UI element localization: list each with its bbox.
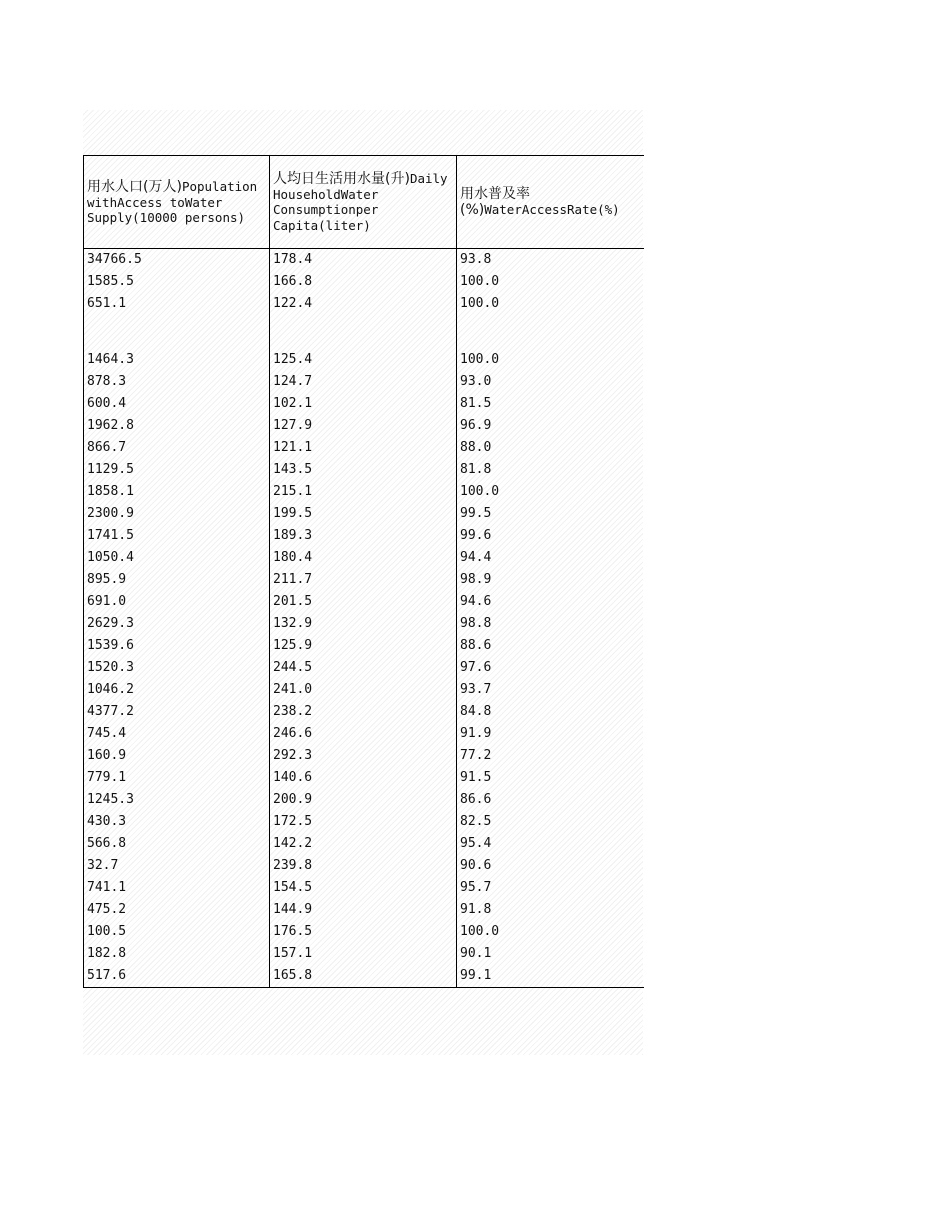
cell-population: 1585.5: [84, 271, 270, 293]
cell-access-rate: 86.6: [457, 789, 644, 811]
cell-access-rate: 81.8: [457, 459, 644, 481]
cell-access-rate: [457, 315, 644, 349]
header-daily-consumption: [270, 156, 457, 249]
cell-access-rate: 77.2: [457, 745, 644, 767]
cell-access-rate: 82.5: [457, 811, 644, 833]
table-row: [84, 789, 644, 811]
cell-daily-consumption: 172.5: [270, 811, 457, 833]
table-row: [84, 415, 644, 437]
cell-access-rate: 93.0: [457, 371, 644, 393]
table-row: [84, 249, 644, 272]
cell-daily-consumption: 180.4: [270, 547, 457, 569]
cell-daily-consumption: 121.1: [270, 437, 457, 459]
header-population-en: Population withAccess toWater Supply(10000 persons): [87, 178, 258, 225]
cell-daily-consumption: 189.3: [270, 525, 457, 547]
cell-population: 475.2: [84, 899, 270, 921]
table-row: [84, 371, 644, 393]
cell-population: 2300.9: [84, 503, 270, 525]
cell-daily-consumption: 165.8: [270, 965, 457, 988]
cell-daily-consumption: 244.5: [270, 657, 457, 679]
cell-population: 1520.3: [84, 657, 270, 679]
cell-population: 866.7: [84, 437, 270, 459]
header-access-rate-en: WaterAccessRate(%): [484, 202, 620, 217]
table-row: [84, 293, 644, 315]
cell-access-rate: 100.0: [457, 271, 644, 293]
cell-daily-consumption: 238.2: [270, 701, 457, 723]
cell-daily-consumption: 132.9: [270, 613, 457, 635]
cell-access-rate: 100.0: [457, 481, 644, 503]
header-population-zh: 用水人口(万人): [87, 178, 182, 195]
header-daily-consumption-en: Daily HouseholdWater Consumptionper Capita(liter): [273, 170, 448, 233]
cell-daily-consumption: 154.5: [270, 877, 457, 899]
cell-access-rate: 98.9: [457, 569, 644, 591]
table-row: [84, 679, 644, 701]
cell-access-rate: 94.6: [457, 591, 644, 613]
header-row: [84, 156, 644, 249]
table-row: [84, 349, 644, 371]
cell-population: 4377.2: [84, 701, 270, 723]
cell-population: 2629.3: [84, 613, 270, 635]
header-access-rate: [457, 156, 644, 249]
cell-daily-consumption: 143.5: [270, 459, 457, 481]
table-row: [84, 833, 644, 855]
cell-population: 878.3: [84, 371, 270, 393]
table-row: [84, 745, 644, 767]
cell-daily-consumption: 241.0: [270, 679, 457, 701]
cell-access-rate: 98.8: [457, 613, 644, 635]
cell-daily-consumption: 144.9: [270, 899, 457, 921]
cell-access-rate: 99.6: [457, 525, 644, 547]
cell-access-rate: 81.5: [457, 393, 644, 415]
table-row: [84, 481, 644, 503]
table-row: [84, 315, 644, 349]
table-row: [84, 877, 644, 899]
cell-population: 182.8: [84, 943, 270, 965]
table-row: [84, 657, 644, 679]
table-row: [84, 635, 644, 657]
table-row: [84, 921, 644, 943]
table-row: [84, 547, 644, 569]
table-row: [84, 437, 644, 459]
table-row: [84, 701, 644, 723]
cell-population: 741.1: [84, 877, 270, 899]
table-row: [84, 855, 644, 877]
table-header: [84, 156, 644, 249]
cell-access-rate: 94.4: [457, 547, 644, 569]
cell-access-rate: 95.4: [457, 833, 644, 855]
cell-population: 566.8: [84, 833, 270, 855]
table-row: [84, 459, 644, 481]
cell-daily-consumption: 199.5: [270, 503, 457, 525]
cell-population: 32.7: [84, 855, 270, 877]
table-row: [84, 723, 644, 745]
table-row: [84, 965, 644, 988]
cell-population: 1046.2: [84, 679, 270, 701]
cell-population: 651.1: [84, 293, 270, 315]
cell-daily-consumption: 125.4: [270, 349, 457, 371]
cell-daily-consumption: 178.4: [270, 249, 457, 272]
cell-daily-consumption: 157.1: [270, 943, 457, 965]
table-row: [84, 525, 644, 547]
table-row: [84, 591, 644, 613]
cell-population: 691.0: [84, 591, 270, 613]
cell-daily-consumption: 246.6: [270, 723, 457, 745]
table-row: [84, 271, 644, 293]
cell-population: 745.4: [84, 723, 270, 745]
cell-daily-consumption: [270, 315, 457, 349]
cell-daily-consumption: 127.9: [270, 415, 457, 437]
cell-access-rate: 91.8: [457, 899, 644, 921]
cell-daily-consumption: 176.5: [270, 921, 457, 943]
cell-population: 34766.5: [84, 249, 270, 272]
cell-population: 160.9: [84, 745, 270, 767]
cell-population: 1741.5: [84, 525, 270, 547]
cell-access-rate: 91.5: [457, 767, 644, 789]
cell-population: 600.4: [84, 393, 270, 415]
table-body: [84, 249, 644, 988]
cell-access-rate: 90.1: [457, 943, 644, 965]
cell-access-rate: 90.6: [457, 855, 644, 877]
cell-population: 1464.3: [84, 349, 270, 371]
cell-access-rate: 99.5: [457, 503, 644, 525]
cell-daily-consumption: 102.1: [270, 393, 457, 415]
cell-access-rate: 99.1: [457, 965, 644, 988]
cell-daily-consumption: 166.8: [270, 271, 457, 293]
cell-access-rate: 100.0: [457, 921, 644, 943]
table-row: [84, 393, 644, 415]
cell-population: 1539.6: [84, 635, 270, 657]
cell-population: 430.3: [84, 811, 270, 833]
header-daily-consumption-zh: 人均日生活用水量(升): [273, 170, 410, 187]
cell-population: 1129.5: [84, 459, 270, 481]
cell-population: 1962.8: [84, 415, 270, 437]
cell-daily-consumption: 215.1: [270, 481, 457, 503]
water-supply-table: [83, 155, 644, 988]
cell-daily-consumption: 292.3: [270, 745, 457, 767]
header-population: [84, 156, 270, 249]
table-row: [84, 767, 644, 789]
cell-access-rate: 93.7: [457, 679, 644, 701]
table-row: [84, 569, 644, 591]
table-row: [84, 811, 644, 833]
cell-daily-consumption: 124.7: [270, 371, 457, 393]
cell-population: 779.1: [84, 767, 270, 789]
cell-daily-consumption: 201.5: [270, 591, 457, 613]
cell-access-rate: 97.6: [457, 657, 644, 679]
cell-access-rate: 91.9: [457, 723, 644, 745]
cell-daily-consumption: 122.4: [270, 293, 457, 315]
cell-population: 1858.1: [84, 481, 270, 503]
table-row: [84, 943, 644, 965]
cell-population: 100.5: [84, 921, 270, 943]
cell-population: [84, 315, 270, 349]
cell-daily-consumption: 125.9: [270, 635, 457, 657]
cell-daily-consumption: 142.2: [270, 833, 457, 855]
cell-access-rate: 88.6: [457, 635, 644, 657]
cell-population: 895.9: [84, 569, 270, 591]
table-row: [84, 613, 644, 635]
header-access-rate-zh: 用水普及率(%): [460, 186, 530, 218]
cell-access-rate: 88.0: [457, 437, 644, 459]
cell-population: 517.6: [84, 965, 270, 988]
cell-access-rate: 95.7: [457, 877, 644, 899]
cell-daily-consumption: 140.6: [270, 767, 457, 789]
table-row: [84, 503, 644, 525]
cell-daily-consumption: 200.9: [270, 789, 457, 811]
cell-daily-consumption: 239.8: [270, 855, 457, 877]
cell-access-rate: 84.8: [457, 701, 644, 723]
cell-population: 1050.4: [84, 547, 270, 569]
cell-population: 1245.3: [84, 789, 270, 811]
table-row: [84, 899, 644, 921]
cell-access-rate: 93.8: [457, 249, 644, 272]
cell-access-rate: 96.9: [457, 415, 644, 437]
cell-access-rate: 100.0: [457, 293, 644, 315]
cell-access-rate: 100.0: [457, 349, 644, 371]
cell-daily-consumption: 211.7: [270, 569, 457, 591]
